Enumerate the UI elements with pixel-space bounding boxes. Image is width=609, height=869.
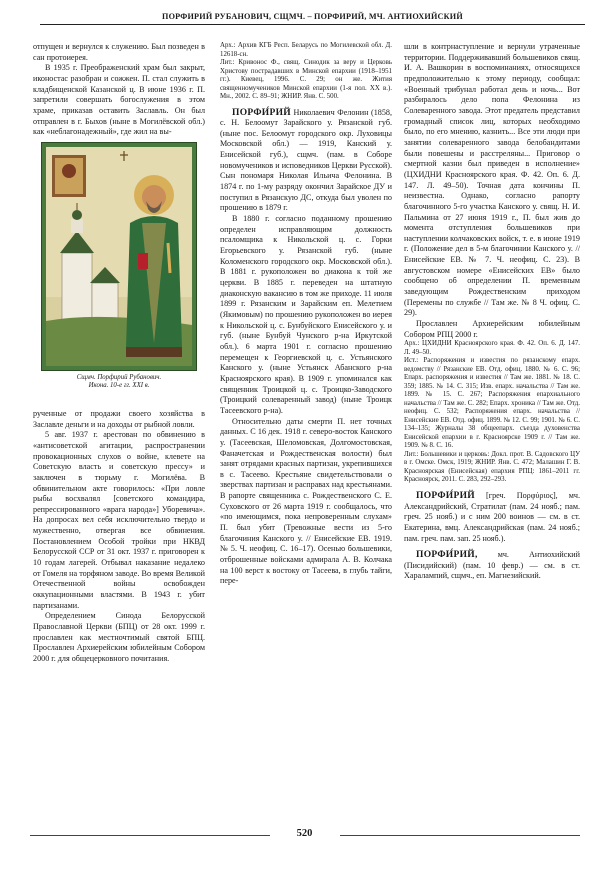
entry-headword: ПОРФИ́РИЙ,: [416, 550, 478, 561]
caption-line: Сщмч. Порфирий Рубанович.: [76, 373, 162, 381]
entry-paragraph: [220, 108, 392, 215]
entry-paragraph: [404, 491, 580, 544]
caption-line: Икона. 10-е гг. XXI в.: [88, 382, 150, 390]
bibliography: [220, 42, 392, 102]
paragraph: Прославлен Архиерейским юбилейным Собором РПЦ 2000 г.: [404, 319, 580, 339]
paragraph: В 1880 г. согласно поданному прошению определен исправляющим должность псаломщика к Никольской ц. с. Горки Егорьевского у. Рязанской губ. (ныне Коломенского городского окр. Московской обл.). В 1881 г. рукоположен во диакона к той же церкви. В 1885 г. переведен на штатную диаконскую вакансию в том же приходе. 11 июля 1899 г. Рязанским и Зарайским еп. Мелетием (Якимовым) по прошению рукоположен во иерея к Никольской ц. с. Бунбуйского Енисейского у. и губ. (ныне Бунбуй Чунского р-на Иркутской обл.). 6 марта 1901 г. согласно прошению перемещен к Георгиевской ц. с. Устьянского Канского у. (ныне Устьянск Абанского р-на Красноярского края). В 1909 г. упоминался как священник Троицкой ц. с. Троицко-Заводского (Троицкий солеваренный завод) (ныне Троицк Тасеевского р-на).: [220, 214, 392, 415]
icon-figure: [33, 142, 205, 407]
running-header: ПОРФИРИЙ РУБАНОВИЧ, СЩМЧ. – ПОРФИРИЙ, МЧ. АНТИОХИЙСКИЙ: [40, 12, 585, 25]
page-number: 520: [296, 828, 313, 839]
paragraph: рученные от продажи своего хозяйства в Заславле деньги и на доходы от рыбной ловли.: [33, 408, 205, 429]
paragraph: В 1935 г. Преображенский храм был закрыт, иконостас разобран и сожжен. П. стал служить в кладбищенской Казанской ц. В июне 1936 г. П. запретили совершать богослужения в этом храме, приказав оставить Заславль. Он был отправлен в г. Быхов (ныне в Могилёвской обл.) как «неблагонадежный», где жил на вы-: [33, 63, 205, 137]
icon-caption: [33, 374, 205, 391]
paragraph: 5 авг. 1937 г. арестован по обвинению в «антисоветской агитации, распространении провокационных слухов о войне, клевете на Советскую власть и советскую прессу» и заключен в тюрьму г. Могилёва. В обвинительном акте говорилось: «При ловле рыбы восхвалял [советского командира, репрессированного «врага народа»] Уборевича». На допросах вел себя исключительно твердо и мужественно, отвергая все обвинения. Постановлением Особой тройки при НКВД Белорусской ССР от 31 окт. 1937 г. приговорен к 10 годам лагерей. Отбывал наказание недалеко от Гомеля на торфяном заводе. Во время Великой Отечественной войны освобожден оккупационными властями. В 1943 г. убит партизанами.: [33, 430, 205, 610]
paragraph: шли в контрнаступление и вернули утраченные территории. Поддерживавший большевиков свящ. И. А. Вашкорин в воспоминаниях, относящихся предположительно к этому периоду, сообщал: «Военный трибунал работал день и ночь... Вот разбиралось дело попа Фелонина из Солеваренного завода. Этот предатель представил громадный список лиц, которых необходимо было, по его мнению, казнить... Все эти люди при занятии солеваренного завода белобандитами были повешены и расстреляны... Приговор о смертной казни был приведен в исполнение» (ЦХИДНИ Красноярского края. Ф. 42. Оп. 6. Д. 147. Л. 49–50). Точная дата кончины П. неизвестна. Однако, согласно рапорту благочинного 5-го участка Канского у. свящ. Н. И. Пальмина от 27 июня 1919 г., П. был жив до момента отступления большевиков при наступлении колчаковских войск, т. е. в июне 1919 г. (Положение дел в 5-м благочинии Канского у. // Енисейские ЕВ. № 7. Ч. неофиц. С. 23). В августовском номере «Енисейских ЕВ» было сообщено об определении П. временным заведующим Рождественским приходом (Перемены по службе // Там же. № 8 Ч. офиц. С. 29).: [404, 42, 580, 318]
entry-text: [греч. Πορφύριος], мч. Александрийский, Стратилат (пам. 24 нояб.; пам. греч. 25 нояб.) и с ним 200 воинов — см. в ст. Екатерина, вмц. Александрийская (пам. 24 нояб.; пам. греч. пам. зап. 25 нояб.).: [404, 490, 581, 543]
literature-ref: Лит.: Большевики и церковь: Докл. прот. В. Садовского ЦУ в г. Омске. Омск, 1919; ЖНИР. Янв. С. 472; Малашин Г. В. Красноярская (Енисейская) епархия РПЦ: 1861–2011 гг. Красноярск, 2011. С. 283, 292–293.: [404, 450, 580, 484]
column-middle: [220, 42, 392, 587]
bibliography: [404, 340, 580, 485]
paragraph: отпущен и вернулся к служению. Был позведен в сан протоиерея.: [33, 42, 205, 62]
sources-ref: Ист.: Распоряжения и известия по рязанскому епарх. ведомству // Рязанские ЕВ. Отд. офиц. 1880. № 6. С. 96; Епарх. распоряжения и известия // Там же. 1881. № 18. С. 359; 1885. № 14. С. 315; Изв. епарх. начальства // Там же. 1899. № 15. С. 267; Распоряжения епархиального начальства // Там же. С. 282; Епарх. хроника // Там же. Отд. неофиц. С. 532; Распоряжения епарх. начальства // Енисейские ЕВ. Отд. офиц. 1899. № 12. С. 99; 1901. № 6. С. 134–135; Журналы 38 общеепарх. съезда духовенства Енисейской епархии в г. Красноярске 1909 г. // Там же. 1909. № 8. С. 16.: [404, 357, 580, 450]
paragraph: Относительно даты смерти П. нет точных данных. С 16 дек. 1918 г. северо-восток Канского у. (Тасеевская, Шеломовская, Долгомостовская, Фаначетская и Рождественская волости) был занят отрядами красных партизан, укрепившихся в с. Тасеево. Крестьяне свидетельствовали о зверствах партизан и расправах над крестьянами. В рапорте священника с. Рождественского С. Е. Суховского от 26 марта 1919 г. сообщалось, что «по имеющимся, пока непроверенным слухам» П. был убит (Тревожные вести из 5-го благочиния Канского у. // Енисейские ЕВ. 1919. № 5. Ч. неофиц. С. 16–17). Осенью большевики, отброшенные войсками адмирала А. В. Колчака на 100 верст к востоку от Тасеева, в глубь тайги, пере-: [220, 416, 392, 586]
entry-text: Николаевич Фелонин (1858, с. Н. Белоомут Зарайского у. Рязанской губ. (ныне пос. Белоомут городского окр. Луховицы Московской обл.) — 1919, Канский у. Енисейской губ.), сщмч. (пам. в Соборе новомучеников и исповедников Церкви Русской). Сын пономаря Николая Ильича Фелонина. В 1874 г. по 1-му разряду окончил Зарайское ДУ и поступил в Рязанскую ДС, откуда был уволен по прошению в 1879 г.: [220, 107, 393, 213]
column-right: [404, 42, 580, 582]
icon-painting: [42, 143, 196, 370]
entry-text: мч. Антиохийский (Писидийский) (пам. 10 февр.) — см. в ст. Харалампий, сщмч., еп. Магнезийский.: [404, 550, 580, 581]
archive-ref: Арх.: ЦХИДНИ Красноярского края. Ф. 42. Оп. 6. Д. 147. Л. 49–50.: [404, 340, 580, 356]
paragraph: Определением Синода Белорусской Православной Церкви (БПЦ) от 28 окт. 1999 г. прославлен как местночтимый святой БПЦ. Прославлен Архиерейским юбилейным Собором 2000 г. для общецерковного почитания.: [33, 611, 205, 663]
column-left: [33, 42, 205, 665]
entry-paragraph: [404, 550, 580, 582]
entry-headword: ПОРФИ́РИЙ: [416, 490, 475, 501]
icon-image: [41, 142, 197, 371]
literature-ref: Лит.: Кривонос Ф., свящ. Синодик за веру и Церковь Христову пострадавших в Минской епархии (1918–1951 гг.). Киевец, 1996. С. 29; он же. Жития священномучеников Минской епархии (1-я пол. XX в.). Мн., 2002. С. 89–91; ЖНИР. Янв. С. 500.: [220, 59, 392, 100]
archive-ref: Арх.: Архив КГБ Респ. Беларусь по Могилевской обл. Д. 12618-сн.: [220, 42, 392, 58]
entry-headword: ПОРФИ́РИЙ: [232, 107, 291, 118]
